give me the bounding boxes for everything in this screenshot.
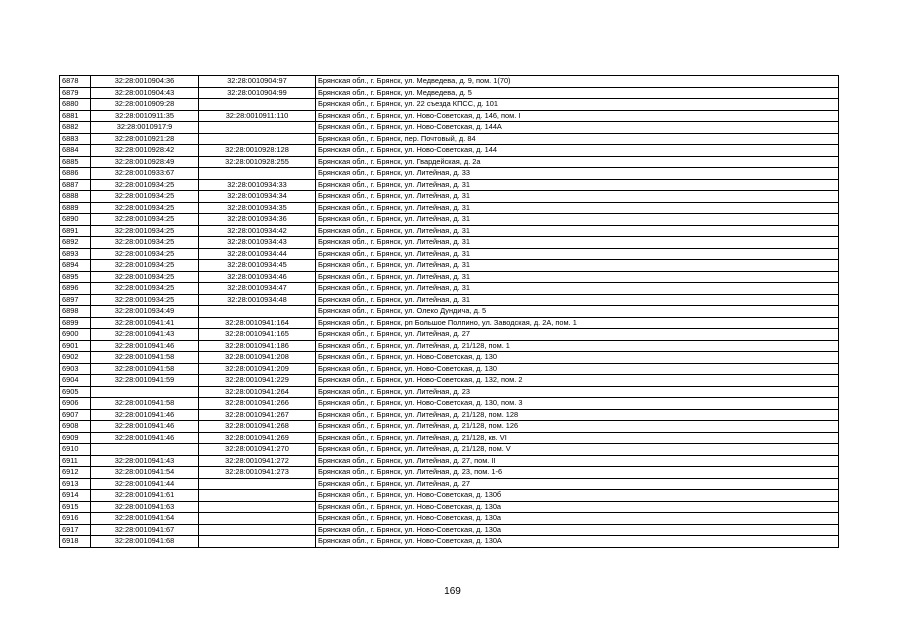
linked-cadastral-number-cell: 32:28:0010934:33 — [199, 179, 316, 191]
row-number-cell: 6888 — [60, 191, 91, 203]
linked-cadastral-number-cell — [199, 490, 316, 502]
address-cell: Брянская обл., г. Брянск, ул. Ново-Советская, д. 132, пом. 2 — [316, 375, 839, 387]
address-cell: Брянская обл., г. Брянск, рп Большое Полпино, ул. Заводская, д. 2А, пом. 1 — [316, 317, 839, 329]
table-row — [60, 317, 839, 329]
linked-cadastral-number-cell: 32:28:0010904:99 — [199, 87, 316, 99]
address-cell: Брянская обл., г. Брянск, ул. Литейная, д. 23, пом. 1-6 — [316, 467, 839, 479]
address-cell: Брянская обл., г. Брянск, ул. Ново-Советская, д. 144 — [316, 145, 839, 157]
row-number-cell: 6879 — [60, 87, 91, 99]
address-cell: Брянская обл., г. Брянск, ул. Литейная, д. 31 — [316, 214, 839, 226]
table-row — [60, 421, 839, 433]
address-cell: Брянская обл., г. Брянск, ул. 22 съезда КПСС, д. 101 — [316, 99, 839, 111]
row-number-cell: 6901 — [60, 340, 91, 352]
cadastral-number-cell: 32:28:0010934:25 — [91, 271, 199, 283]
linked-cadastral-number-cell — [199, 501, 316, 513]
row-number-cell: 6890 — [60, 214, 91, 226]
table-row — [60, 133, 839, 145]
address-cell: Брянская обл., г. Брянск, ул. Литейная, д. 31 — [316, 191, 839, 203]
cadastral-number-cell: 32:28:0010921:28 — [91, 133, 199, 145]
address-cell: Брянская обл., г. Брянск, ул. Литейная, д. 31 — [316, 248, 839, 260]
address-cell: Брянская обл., г. Брянск, ул. Ново-Советская, д. 130а — [316, 501, 839, 513]
table-row — [60, 455, 839, 467]
table-row — [60, 444, 839, 456]
row-number-cell: 6911 — [60, 455, 91, 467]
linked-cadastral-number-cell: 32:28:0010904:97 — [199, 76, 316, 88]
linked-cadastral-number-cell: 32:28:0010934:44 — [199, 248, 316, 260]
address-cell: Брянская обл., г. Брянск, ул. Литейная, д. 31 — [316, 202, 839, 214]
row-number-cell: 6907 — [60, 409, 91, 421]
cadastral-number-cell: 32:28:0010941:63 — [91, 501, 199, 513]
linked-cadastral-number-cell: 32:28:0010934:36 — [199, 214, 316, 226]
row-number-cell: 6906 — [60, 398, 91, 410]
cadastral-number-cell: 32:28:0010911:35 — [91, 110, 199, 122]
cadastral-number-cell: 32:28:0010941:46 — [91, 421, 199, 433]
cadastral-number-cell: 32:28:0010934:25 — [91, 202, 199, 214]
linked-cadastral-number-cell: 32:28:0010941:208 — [199, 352, 316, 364]
cadastral-number-cell: 32:28:0010941:46 — [91, 340, 199, 352]
row-number-cell: 6887 — [60, 179, 91, 191]
row-number-cell: 6915 — [60, 501, 91, 513]
row-number-cell: 6903 — [60, 363, 91, 375]
table-row — [60, 340, 839, 352]
table-row — [60, 375, 839, 387]
row-number-cell: 6894 — [60, 260, 91, 272]
cadastral-number-cell: 32:28:0010934:25 — [91, 179, 199, 191]
page-number: 169 — [444, 586, 461, 597]
table-row — [60, 145, 839, 157]
table-row — [60, 122, 839, 134]
linked-cadastral-number-cell: 32:28:0010941:209 — [199, 363, 316, 375]
register-table — [59, 75, 839, 548]
table-row — [60, 237, 839, 249]
table-row — [60, 467, 839, 479]
address-cell: Брянская обл., г. Брянск, ул. Литейная, д. 21/128, пом. V — [316, 444, 839, 456]
address-cell: Брянская обл., г. Брянск, ул. Ново-Советская, д. 130А — [316, 536, 839, 548]
table-row — [60, 501, 839, 513]
table-row — [60, 191, 839, 203]
table-row — [60, 352, 839, 364]
row-number-cell: 6909 — [60, 432, 91, 444]
linked-cadastral-number-cell: 32:28:0010928:255 — [199, 156, 316, 168]
cadastral-number-cell: 32:28:0010934:25 — [91, 214, 199, 226]
table-row — [60, 156, 839, 168]
row-number-cell: 6916 — [60, 513, 91, 525]
address-cell: Брянская обл., г. Брянск, пер. Почтовый, д. 84 — [316, 133, 839, 145]
linked-cadastral-number-cell — [199, 478, 316, 490]
cadastral-number-cell: 32:28:0010909:28 — [91, 99, 199, 111]
linked-cadastral-number-cell: 32:28:0010941:273 — [199, 467, 316, 479]
linked-cadastral-number-cell: 32:28:0010941:165 — [199, 329, 316, 341]
address-cell: Брянская обл., г. Брянск, ул. Литейная, д. 31 — [316, 271, 839, 283]
cadastral-number-cell: 32:28:0010941:59 — [91, 375, 199, 387]
row-number-cell: 6908 — [60, 421, 91, 433]
row-number-cell: 6910 — [60, 444, 91, 456]
cadastral-number-cell: 32:28:0010933:67 — [91, 168, 199, 180]
table-row — [60, 329, 839, 341]
table-row — [60, 179, 839, 191]
cadastral-number-cell: 32:28:0010941:67 — [91, 524, 199, 536]
address-cell: Брянская обл., г. Брянск, ул. Литейная, д. 21/128, пом. 128 — [316, 409, 839, 421]
row-number-cell: 6878 — [60, 76, 91, 88]
linked-cadastral-number-cell — [199, 99, 316, 111]
row-number-cell: 6914 — [60, 490, 91, 502]
cadastral-number-cell: 32:28:0010941:54 — [91, 467, 199, 479]
linked-cadastral-number-cell: 32:28:0010941:186 — [199, 340, 316, 352]
address-cell: Брянская обл., г. Брянск, ул. Ново-Советская, д. 144А — [316, 122, 839, 134]
linked-cadastral-number-cell: 32:28:0010911:110 — [199, 110, 316, 122]
address-cell: Брянская обл., г. Брянск, ул. Литейная, д. 23 — [316, 386, 839, 398]
table-row — [60, 99, 839, 111]
linked-cadastral-number-cell: 32:28:0010941:164 — [199, 317, 316, 329]
address-cell: Брянская обл., г. Брянск, ул. Литейная, д. 27 — [316, 478, 839, 490]
cadastral-number-cell: 32:28:0010941:68 — [91, 536, 199, 548]
address-cell: Брянская обл., г. Брянск, ул. Ново-Советская, д. 130 — [316, 363, 839, 375]
cadastral-number-cell: 32:28:0010934:25 — [91, 294, 199, 306]
cadastral-number-cell: 32:28:0010941:46 — [91, 432, 199, 444]
address-cell: Брянская обл., г. Брянск, ул. Литейная, д. 27 — [316, 329, 839, 341]
linked-cadastral-number-cell: 32:28:0010934:35 — [199, 202, 316, 214]
table-row — [60, 524, 839, 536]
table-row — [60, 306, 839, 318]
address-cell: Брянская обл., г. Брянск, ул. Литейная, д. 31 — [316, 294, 839, 306]
linked-cadastral-number-cell: 32:28:0010934:45 — [199, 260, 316, 272]
address-cell: Брянская обл., г. Брянск, ул. Олеко Дундича, д. 5 — [316, 306, 839, 318]
table-row — [60, 283, 839, 295]
linked-cadastral-number-cell: 32:28:0010941:270 — [199, 444, 316, 456]
cadastral-number-cell: 32:28:0010941:46 — [91, 409, 199, 421]
address-cell: Брянская обл., г. Брянск, ул. Ново-Советская, д. 130а — [316, 513, 839, 525]
table-row — [60, 202, 839, 214]
table-row — [60, 432, 839, 444]
table-row — [60, 76, 839, 88]
linked-cadastral-number-cell: 32:28:0010941:268 — [199, 421, 316, 433]
linked-cadastral-number-cell: 32:28:0010941:269 — [199, 432, 316, 444]
linked-cadastral-number-cell: 32:28:0010934:42 — [199, 225, 316, 237]
table-row — [60, 248, 839, 260]
cadastral-number-cell: 32:28:0010934:25 — [91, 283, 199, 295]
row-number-cell: 6882 — [60, 122, 91, 134]
table-row — [60, 536, 839, 548]
table-row — [60, 260, 839, 272]
cadastral-number-cell: 32:28:0010934:49 — [91, 306, 199, 318]
cadastral-number-cell: 32:28:0010934:25 — [91, 191, 199, 203]
cadastral-number-cell: 32:28:0010934:25 — [91, 248, 199, 260]
cadastral-number-cell: 32:28:0010917:9 — [91, 122, 199, 134]
address-cell: Брянская обл., г. Брянск, ул. Литейная, д. 33 — [316, 168, 839, 180]
table-row — [60, 409, 839, 421]
row-number-cell: 6899 — [60, 317, 91, 329]
address-cell: Брянская обл., г. Брянск, ул. Литейная, д. 31 — [316, 179, 839, 191]
row-number-cell: 6891 — [60, 225, 91, 237]
address-cell: Брянская обл., г. Брянск, ул. Ново-Советская, д. 130б — [316, 490, 839, 502]
cadastral-number-cell: 32:28:0010941:43 — [91, 455, 199, 467]
address-cell: Брянская обл., г. Брянск, ул. Литейная, д. 27, пом. II — [316, 455, 839, 467]
row-number-cell: 6896 — [60, 283, 91, 295]
address-cell: Брянская обл., г. Брянск, ул. Ново-Советская, д. 146, пом. I — [316, 110, 839, 122]
table-row — [60, 363, 839, 375]
cadastral-number-cell — [91, 444, 199, 456]
table-row — [60, 398, 839, 410]
cadastral-number-cell: 32:28:0010934:25 — [91, 260, 199, 272]
cadastral-number-cell: 32:28:0010928:49 — [91, 156, 199, 168]
cadastral-number-cell: 32:28:0010904:36 — [91, 76, 199, 88]
cadastral-number-cell: 32:28:0010928:42 — [91, 145, 199, 157]
row-number-cell: 6893 — [60, 248, 91, 260]
linked-cadastral-number-cell: 32:28:0010934:47 — [199, 283, 316, 295]
address-cell: Брянская обл., г. Брянск, ул. Литейная, д. 21/128, пом. 126 — [316, 421, 839, 433]
row-number-cell: 6913 — [60, 478, 91, 490]
address-cell: Брянская обл., г. Брянск, ул. Литейная, д. 21/128, кв. VI — [316, 432, 839, 444]
address-cell: Брянская обл., г. Брянск, ул. Ново-Советская, д. 130, пом. 3 — [316, 398, 839, 410]
row-number-cell: 6880 — [60, 99, 91, 111]
table-row — [60, 294, 839, 306]
linked-cadastral-number-cell — [199, 122, 316, 134]
address-cell: Брянская обл., г. Брянск, ул. Литейная, д. 31 — [316, 237, 839, 249]
linked-cadastral-number-cell: 32:28:0010934:34 — [199, 191, 316, 203]
row-number-cell: 6892 — [60, 237, 91, 249]
row-number-cell: 6904 — [60, 375, 91, 387]
linked-cadastral-number-cell: 32:28:0010941:229 — [199, 375, 316, 387]
table-row — [60, 478, 839, 490]
linked-cadastral-number-cell: 32:28:0010941:267 — [199, 409, 316, 421]
table-row — [60, 386, 839, 398]
cadastral-number-cell: 32:28:0010941:58 — [91, 363, 199, 375]
linked-cadastral-number-cell: 32:28:0010941:264 — [199, 386, 316, 398]
row-number-cell: 6898 — [60, 306, 91, 318]
address-cell: Брянская обл., г. Брянск, ул. Ново-Советская, д. 130 — [316, 352, 839, 364]
linked-cadastral-number-cell: 32:28:0010928:128 — [199, 145, 316, 157]
table-row — [60, 87, 839, 99]
linked-cadastral-number-cell: 32:28:0010934:43 — [199, 237, 316, 249]
row-number-cell: 6912 — [60, 467, 91, 479]
address-cell: Брянская обл., г. Брянск, ул. Ново-Советская, д. 130а — [316, 524, 839, 536]
row-number-cell: 6918 — [60, 536, 91, 548]
table-row — [60, 513, 839, 525]
table-row — [60, 168, 839, 180]
cadastral-number-cell: 32:28:0010941:64 — [91, 513, 199, 525]
linked-cadastral-number-cell: 32:28:0010934:48 — [199, 294, 316, 306]
address-cell: Брянская обл., г. Брянск, ул. Литейная, д. 31 — [316, 283, 839, 295]
register-table-body — [60, 76, 839, 548]
cadastral-number-cell: 32:28:0010941:58 — [91, 352, 199, 364]
linked-cadastral-number-cell — [199, 306, 316, 318]
cadastral-number-cell: 32:28:0010934:25 — [91, 237, 199, 249]
table-row — [60, 110, 839, 122]
cadastral-number-cell: 32:28:0010941:44 — [91, 478, 199, 490]
address-cell: Брянская обл., г. Брянск, ул. Литейная, д. 31 — [316, 260, 839, 272]
row-number-cell: 6905 — [60, 386, 91, 398]
address-cell: Брянская обл., г. Брянск, ул. Медведева, д. 9, пом. 1(70) — [316, 76, 839, 88]
linked-cadastral-number-cell: 32:28:0010934:46 — [199, 271, 316, 283]
cadastral-number-cell: 32:28:0010941:43 — [91, 329, 199, 341]
table-row — [60, 225, 839, 237]
table-row — [60, 214, 839, 226]
linked-cadastral-number-cell — [199, 524, 316, 536]
row-number-cell: 6889 — [60, 202, 91, 214]
linked-cadastral-number-cell: 32:28:0010941:266 — [199, 398, 316, 410]
table-row — [60, 271, 839, 283]
row-number-cell: 6897 — [60, 294, 91, 306]
row-number-cell: 6881 — [60, 110, 91, 122]
table-row — [60, 490, 839, 502]
cadastral-number-cell: 32:28:0010941:41 — [91, 317, 199, 329]
cadastral-number-cell: 32:28:0010904:43 — [91, 87, 199, 99]
cadastral-number-cell: 32:28:0010934:25 — [91, 225, 199, 237]
row-number-cell: 6883 — [60, 133, 91, 145]
address-cell: Брянская обл., г. Брянск, ул. Литейная, д. 31 — [316, 225, 839, 237]
linked-cadastral-number-cell — [199, 133, 316, 145]
address-cell: Брянская обл., г. Брянск, ул. Гвардейская, д. 2а — [316, 156, 839, 168]
linked-cadastral-number-cell — [199, 536, 316, 548]
row-number-cell: 6895 — [60, 271, 91, 283]
address-cell: Брянская обл., г. Брянск, ул. Медведева, д. 5 — [316, 87, 839, 99]
row-number-cell: 6902 — [60, 352, 91, 364]
row-number-cell: 6884 — [60, 145, 91, 157]
cadastral-number-cell: 32:28:0010941:58 — [91, 398, 199, 410]
linked-cadastral-number-cell: 32:28:0010941:272 — [199, 455, 316, 467]
cadastral-number-cell — [91, 386, 199, 398]
row-number-cell: 6886 — [60, 168, 91, 180]
cadastral-number-cell: 32:28:0010941:61 — [91, 490, 199, 502]
row-number-cell: 6900 — [60, 329, 91, 341]
linked-cadastral-number-cell — [199, 168, 316, 180]
row-number-cell: 6917 — [60, 524, 91, 536]
address-cell: Брянская обл., г. Брянск, ул. Литейная, д. 21/128, пом. 1 — [316, 340, 839, 352]
linked-cadastral-number-cell — [199, 513, 316, 525]
row-number-cell: 6885 — [60, 156, 91, 168]
